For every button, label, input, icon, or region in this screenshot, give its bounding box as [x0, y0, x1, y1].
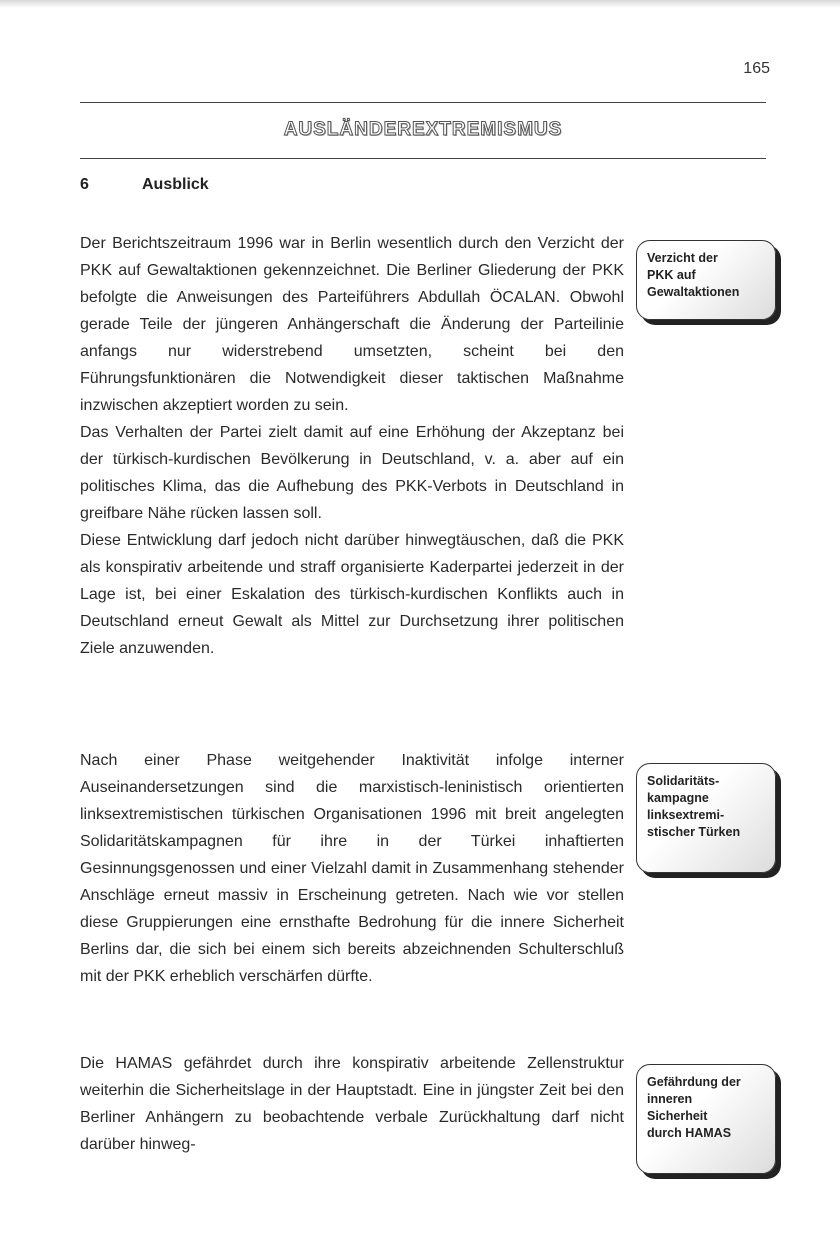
text-block-pkk [80, 230, 624, 662]
margin-note-line: Sicherheit [647, 1109, 708, 1123]
header-rule-bottom [80, 158, 766, 159]
margin-note-line: Solidaritäts- [647, 774, 720, 788]
running-head: AUSLÄNDEREXTREMISMUS [283, 119, 563, 140]
paragraph: Der Berichtszeitraum 1996 war in Berlin wesentlich durch den Verzicht der PKK auf Gewaltaktionen gekennzeichnet. Die Berliner Gliederung der PKK befolgte die Anweisungen des Parteiführers Abdullah ÖCALAN. Obwohl gerade Teile der jüngeren Anhängerschaft die Änderung der Parteilinie anfangs nur widerstrebend umsetzten, scheint bei den Führungsfunktionären die Notwendigkeit dieser taktischen Maßnahme inzwischen akzeptiert worden zu sein. [80, 235, 624, 414]
margin-note-line: Gewaltaktionen [647, 285, 740, 299]
margin-note-line: stischer Türken [647, 825, 741, 839]
section-title: Ausblick [142, 176, 209, 193]
margin-note-line: durch HAMAS [647, 1126, 732, 1140]
margin-note-line: kampagne [647, 791, 709, 805]
margin-note-hamas [636, 1064, 776, 1174]
margin-note-solidaritaet [636, 763, 776, 873]
margin-note-line: inneren [647, 1092, 693, 1106]
scan-edge [0, 0, 840, 8]
section-number: 6 [80, 176, 89, 193]
paragraph: Das Verhalten der Partei zielt damit auf eine Erhöhung der Akzeptanz bei der türkisch-kurdischen Bevölkerung in Deutschland, v. a. aber auf ein politisches Klima, das die Aufhebung des PKK-Verbots in Deutschland in greifbare Nähe rücken lassen soll. [80, 424, 624, 522]
margin-note-line: PKK auf [647, 268, 696, 282]
paragraph: Diese Entwicklung darf jedoch nicht darüber hinwegtäuschen, daß die PKK als konspirativ arbeitende und straff organisierte Kaderpartei jederzeit in der Lage ist, bei einer Eskalation des türkisch-kurdischen Konflikts auch in Deutschland erneut Gewalt als Mittel zur Durchsetzung ihrer politischen Ziele anzuwenden. [80, 532, 624, 657]
paragraph: Die HAMAS gefährdet durch ihre konspirativ arbeitende Zellenstruktur weiterhin die Sicherheitslage in der Hauptstadt. Eine in jüngster Zeit bei den Berliner Anhängern zu beobachtende verbale Zurückhaltung darf nicht darüber hinweg- [80, 1055, 624, 1153]
margin-note-line: linksextremi- [647, 808, 725, 822]
text-block-hamas [80, 1050, 624, 1158]
margin-note-line: Verzicht der [647, 251, 718, 265]
paragraph: Nach einer Phase weitgehender Inaktivität infolge interner Auseinandersetzungen sind die marxistisch-leninistisch orientierten linksextremistischen türkischen Organisationen 1996 mit breit angelegten Solidaritätskampagnen für ihre in der Türkei inhaftierten Gesinnungsgenossen und einer Vielzahl damit in Zusammenhang stehender Anschläge erneut massiv in Erscheinung getreten. Nach wie vor stellen diese Gruppierungen eine ernsthafte Bedrohung für die innere Sicherheit Berlins dar, die sich bei einem sich bereits abzeichnenden Schulterschluß mit der PKK erheblich verschärfen dürfte. [80, 752, 624, 985]
header-rule-top [80, 102, 766, 103]
margin-note-pkk [636, 240, 776, 320]
margin-note-line: Gefährdung der [647, 1075, 741, 1089]
text-block-linksextremisten [80, 747, 624, 990]
page-number: 165 [743, 60, 770, 77]
section-heading [80, 176, 209, 194]
